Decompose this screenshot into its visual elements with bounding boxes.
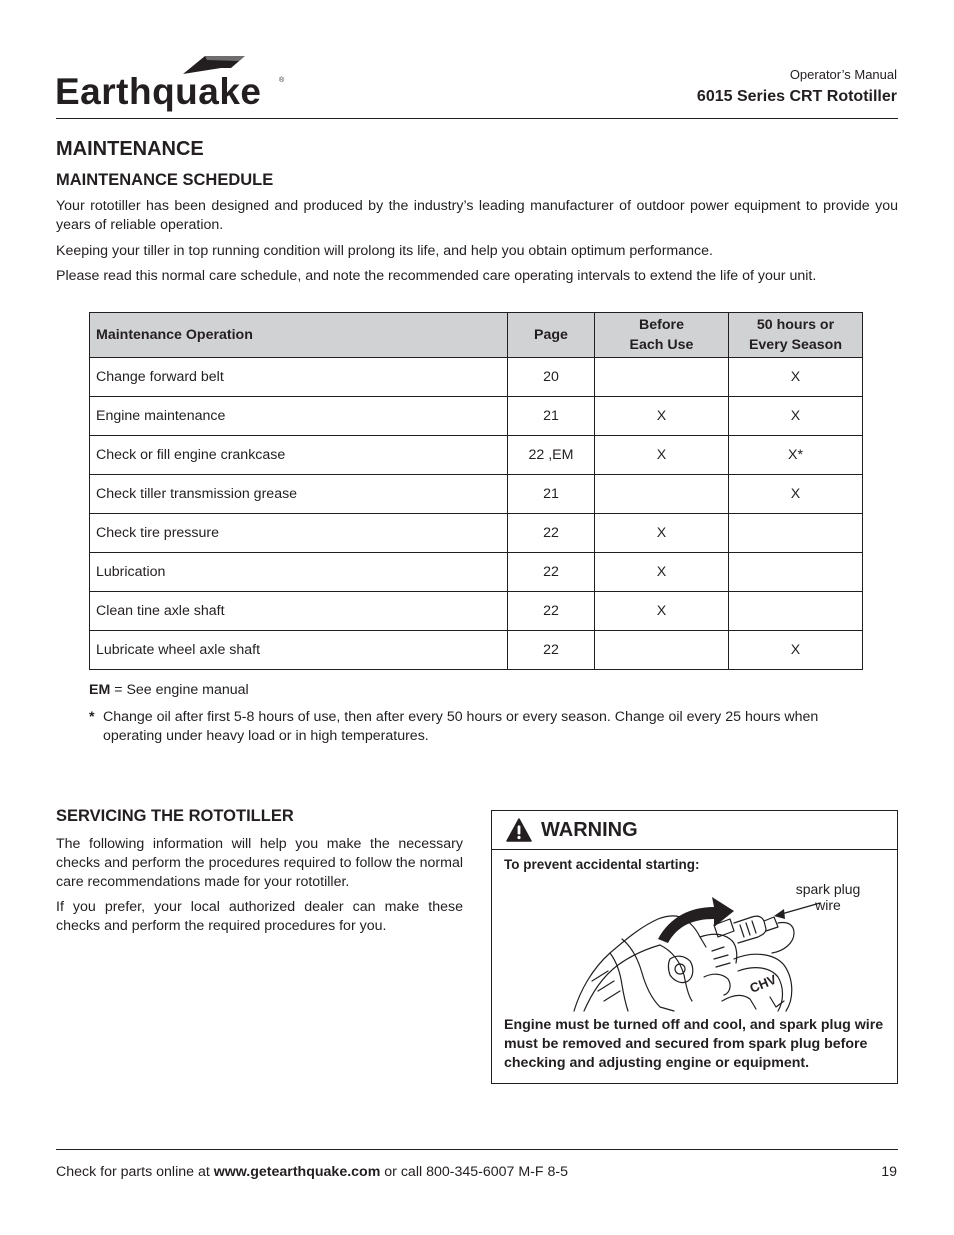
cell-operation: Lubricate wheel axle shaft xyxy=(90,631,508,670)
cell-before-each-use: X xyxy=(595,514,729,553)
footer-website-link[interactable]: www.getearthquake.com xyxy=(213,1164,381,1180)
cell-50-hours: X xyxy=(729,397,863,436)
cell-before-each-use: X xyxy=(595,397,729,436)
col-header-page: Page xyxy=(508,313,595,358)
schedule-title: MAINTENANCE SCHEDULE xyxy=(56,171,274,189)
cell-operation: Check tire pressure xyxy=(90,514,508,553)
note-oil-change xyxy=(89,708,849,746)
cell-before-each-use: X xyxy=(595,592,729,631)
note-asterisk: * xyxy=(89,709,95,725)
cell-before-each-use xyxy=(595,475,729,514)
cell-before-each-use: X xyxy=(595,553,729,592)
cell-page: 22 xyxy=(508,553,595,592)
footer-divider xyxy=(56,1149,898,1150)
earthquake-logo xyxy=(55,52,290,114)
footer-contact: Check for parts online at www.getearthquake.com or call 800-345-6007 M-F 8-5 xyxy=(56,1164,569,1180)
cell-page: 22 xyxy=(508,514,595,553)
cell-operation: Lubrication xyxy=(90,553,508,592)
warning-title: WARNING xyxy=(541,819,638,841)
table-row xyxy=(90,436,863,475)
cell-before-each-use xyxy=(595,631,729,670)
note-oil-change-text: Change oil after first 5-8 hours of use, then after every 50 hours or every season. Change oil every 25 hours when operating under heavy load or in high temperatures. xyxy=(103,709,819,744)
table-row xyxy=(90,514,863,553)
cell-50-hours: X xyxy=(729,475,863,514)
cell-operation: Check tiller transmission grease xyxy=(90,475,508,514)
cell-operation: Change forward belt xyxy=(90,358,508,397)
cell-operation: Check or fill engine crankcase xyxy=(90,436,508,475)
cell-page: 20 xyxy=(508,358,595,397)
servicing-paragraph: The following information will help you make the necessary checks and perform the procedures required to follow the normal care recommendations made for your rototiller. xyxy=(56,836,463,890)
cell-50-hours: X xyxy=(729,631,863,670)
cell-page: 21 xyxy=(508,397,595,436)
cell-50-hours xyxy=(729,553,863,592)
warning-body: Engine must be turned off and cool, and spark plug wire must be removed and secured from spark plug before checking and adjusting engine or equipment. xyxy=(504,1017,884,1071)
svg-text:®: ® xyxy=(279,77,285,84)
servicing-title: SERVICING THE ROTOTILLER xyxy=(56,807,294,825)
cell-50-hours xyxy=(729,592,863,631)
product-title: 6015 Series CRT Rototiller xyxy=(696,88,897,105)
cell-50-hours: X* xyxy=(729,436,863,475)
warning-subtitle: To prevent accidental starting: xyxy=(504,857,700,872)
warning-header xyxy=(492,811,897,850)
col-header-before-each-use: Before Each Use xyxy=(595,313,729,358)
spark-plug-wire-label: spark plug wire xyxy=(795,881,861,913)
header-divider xyxy=(56,118,898,119)
cell-operation: Clean tine axle shaft xyxy=(90,592,508,631)
table-row xyxy=(90,475,863,514)
schedule-paragraph: Please read this normal care schedule, and note the recommended care operating intervals to extend the life of your unit. xyxy=(56,268,817,284)
logo-wordmark: Earthquake xyxy=(55,71,262,112)
table-row xyxy=(90,592,863,631)
cell-50-hours xyxy=(729,514,863,553)
doc-type: Operator’s Manual xyxy=(789,67,897,82)
cell-page: 22 xyxy=(508,631,595,670)
col-header-operation: Maintenance Operation xyxy=(90,313,508,358)
warning-triangle-icon xyxy=(506,818,532,842)
servicing-paragraph: If you prefer, your local authorized dealer can make these checks and perform the required procedures for you. xyxy=(56,899,463,934)
table-header-row xyxy=(90,313,863,358)
warning-box xyxy=(491,810,898,1084)
schedule-paragraph: Keeping your tiller in top running condition will prolong its life, and help you obtain optimum performance. xyxy=(56,243,713,259)
table-row xyxy=(90,553,863,592)
table-row xyxy=(90,631,863,670)
cell-page: 21 xyxy=(508,475,595,514)
cell-page: 22 xyxy=(508,592,595,631)
cell-before-each-use: X xyxy=(595,436,729,475)
col-header-50-hours: 50 hours or Every Season xyxy=(729,313,863,358)
svg-text:CHV: CHV xyxy=(747,971,779,996)
section-title: MAINTENANCE xyxy=(56,138,204,160)
schedule-paragraph: Your rototiller has been designed and produced by the industry’s leading manufacturer of outdoor power equipment to provide you years of reliable operation. xyxy=(56,198,898,233)
cell-operation: Engine maintenance xyxy=(90,397,508,436)
note-engine-manual: EM = See engine manual xyxy=(89,682,249,698)
cell-50-hours: X xyxy=(729,358,863,397)
page-number: 19 xyxy=(881,1164,897,1180)
maintenance-schedule-table xyxy=(89,312,863,670)
cell-before-each-use xyxy=(595,358,729,397)
table-row xyxy=(90,397,863,436)
cell-page: 22 ,EM xyxy=(508,436,595,475)
table-row xyxy=(90,358,863,397)
